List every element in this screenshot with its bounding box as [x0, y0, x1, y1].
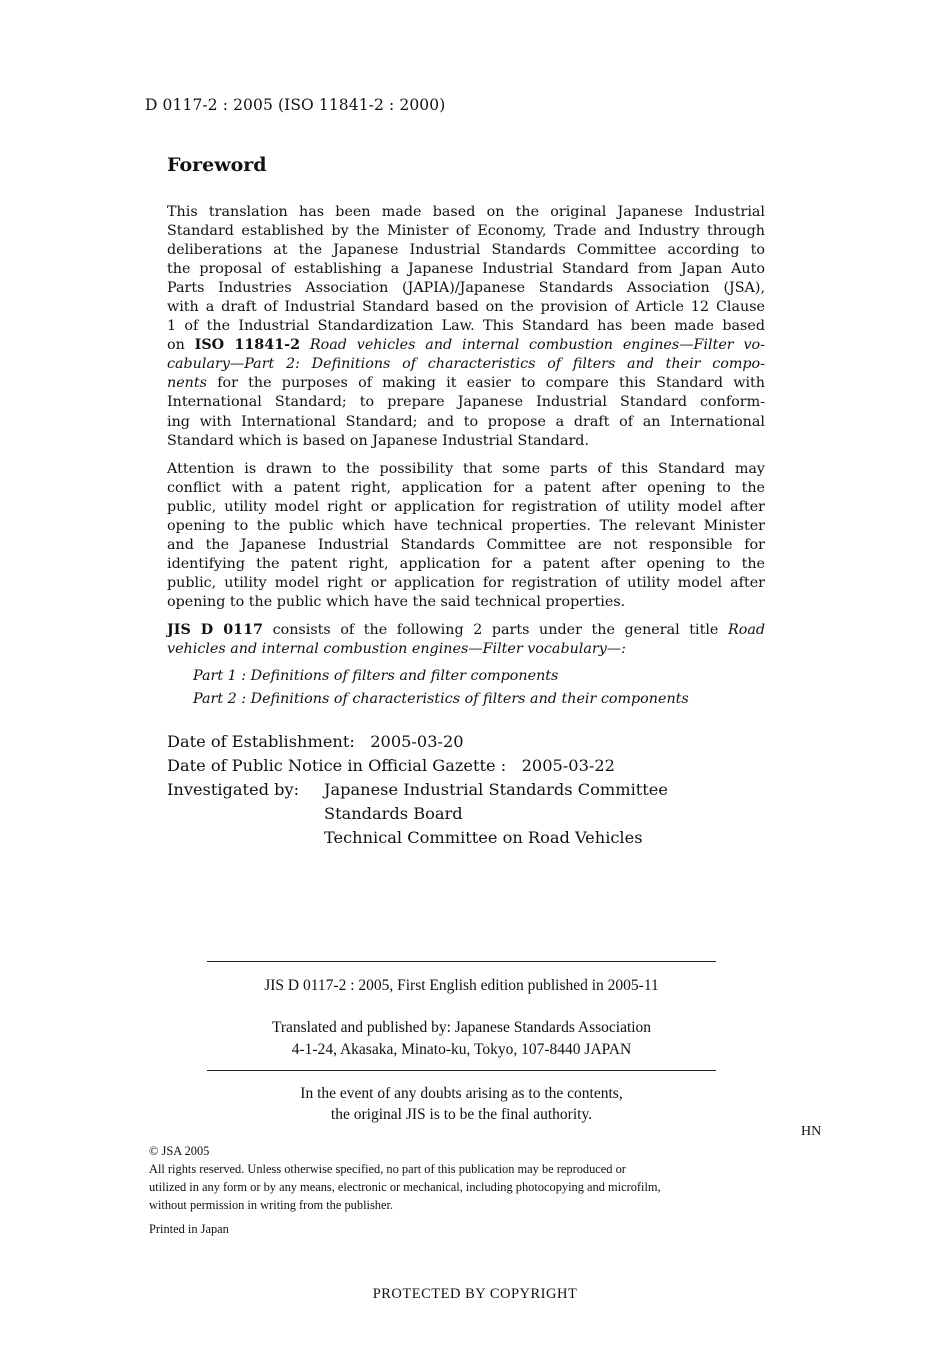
text-segment: for the purposes of making it easier to compare this Standard with — [217, 375, 765, 392]
text-line: Standard which is based on Japanese Industrial Standard. — [167, 432, 590, 449]
establishment-label: Date of Establishment: — [167, 732, 355, 751]
text-line: and the Japanese Industrial Standards Committee are not responsible for — [167, 536, 765, 553]
iso-title-italic: Road vehicles and internal combustion engines—Filter vo- — [309, 337, 765, 354]
rights-text: All rights reserved. Unless otherwise specified, no part of this publication may be reproduced or — [149, 1162, 626, 1176]
text-line: This translation has been made based on the original Japanese Industrial — [167, 204, 765, 220]
text-line: identifying the patent right, application for a patent after opening to the — [167, 555, 765, 572]
text-line: public, utility model right or application for registration of utility model after — [167, 574, 765, 591]
establishment-row — [167, 730, 668, 754]
publisher-line: Translated and published by: Japanese Standards Association — [271, 1019, 652, 1036]
jis-reference: JIS D 0117 — [167, 621, 263, 638]
text-line: Attention is drawn to the possibility that some parts of this Standard may — [167, 460, 765, 477]
list-item: Part 1 : Definitions of filters and filter components — [193, 668, 559, 685]
text-line — [167, 374, 765, 393]
authority-line: the original JIS is to be the final authority. — [330, 1106, 593, 1123]
establishment-info — [167, 730, 668, 850]
rights-text: utilized in any form or by any means, electronic or mechanical, including photocopying and microfilm, — [149, 1180, 661, 1194]
paragraph-translation-basis — [167, 203, 765, 451]
text-line: ing with International Standard; and to propose a draft of an International — [167, 413, 765, 430]
investigated-label: Investigated by: — [167, 780, 300, 799]
text-line: the proposal of establishing a Japanese Industrial Standard from Japan Auto — [167, 261, 765, 278]
copyright-block — [149, 1142, 769, 1238]
investigated-board: Standards Board — [324, 804, 463, 823]
publisher-address: 4-1-24, Akasaka, Minato-ku, Tokyo, 107-8440 JAPAN — [291, 1041, 632, 1058]
divider — [207, 1070, 716, 1071]
notice-row — [167, 754, 668, 778]
list-item: Part 2 : Definitions of characteristics of filters and their components — [193, 690, 689, 707]
text-line: with a draft of Industrial Standard based on the provision of Article 12 Clause — [167, 299, 765, 316]
copyright-symbol-line: © JSA 2005 — [149, 1144, 210, 1158]
text-line: public, utility model right or application for registration of utility model after — [167, 498, 765, 515]
printed-in: Printed in Japan — [149, 1222, 229, 1236]
text-line — [167, 336, 765, 355]
establishment-date: 2005-03-20 — [370, 732, 464, 751]
iso-title-italic: cabulary—Part 2: Definitions of characteristics of filters and their compo- — [167, 356, 765, 373]
text-line: opening to the public which have the said technical properties. — [167, 593, 626, 610]
paragraph-patent-notice — [167, 460, 765, 612]
investigated-committee: Japanese Industrial Standards Committee — [324, 780, 668, 799]
text-line: deliberations at the Japanese Industrial Standards Committee according to — [167, 242, 765, 259]
protected-notice: PROTECTED BY COPYRIGHT — [372, 1286, 578, 1302]
text-line: conflict with a patent right, application for a patent after opening to the — [167, 479, 765, 496]
investigated-row — [167, 778, 668, 802]
text-line — [167, 355, 765, 374]
text-line — [167, 621, 765, 640]
text-line: International Standard; to prepare Japanese Industrial Standard conform- — [167, 394, 765, 411]
rights-text: without permission in writing from the publisher. — [149, 1198, 394, 1212]
iso-title-italic: nents — [167, 375, 207, 392]
text-line: Parts Industries Association (JAPIA)/Japanese Standards Association (JSA), — [167, 280, 765, 297]
notice-label: Date of Public Notice in Official Gazette : — [167, 756, 507, 775]
page-title: Foreword — [167, 154, 267, 176]
document-code: D 0117-2 : 2005 (ISO 11841-2 : 2000) — [145, 96, 446, 114]
hn-mark: HN — [801, 1124, 822, 1139]
general-title-italic: vehicles and internal combustion engines—Filter vocabulary—: — [167, 641, 626, 658]
divider — [207, 961, 716, 962]
authority-line: In the event of any doubts arising as to the contents, — [300, 1085, 623, 1102]
parts-list — [193, 665, 765, 710]
text-line: 1 of the Industrial Standardization Law. This Standard has been made based — [167, 318, 765, 335]
text-line: opening to the public which have technical properties. The relevant Minister — [167, 517, 765, 534]
general-title-italic: Road — [727, 621, 766, 638]
edition-line: JIS D 0117-2 : 2005, First English edition published in 2005-11 — [264, 977, 659, 994]
investigated-technical-committee: Technical Committee on Road Vehicles — [324, 828, 643, 847]
text-line: Standard established by the Minister of Economy, Trade and Industry through — [167, 223, 765, 240]
text-line — [167, 640, 765, 659]
paragraph-parts-intro — [167, 621, 765, 659]
text-segment: consists of the following 2 parts under the general title — [272, 621, 719, 638]
iso-reference: ISO 11841-2 — [194, 337, 301, 354]
notice-date: 2005-03-22 — [521, 756, 615, 775]
foreword-body — [167, 203, 765, 710]
text-segment: on — [167, 337, 185, 354]
